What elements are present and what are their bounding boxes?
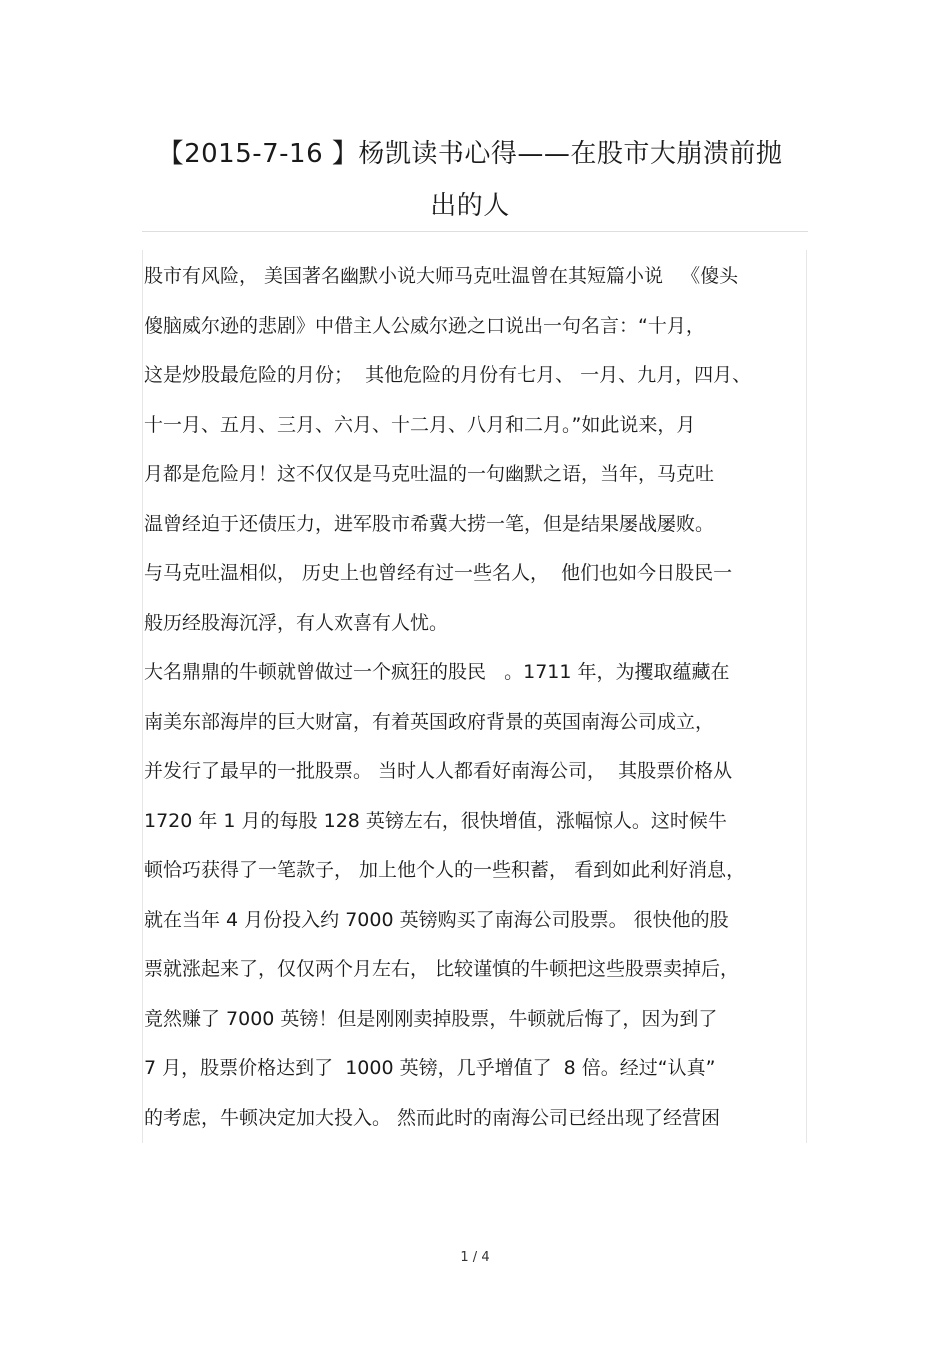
body-line-16: 竟然赚了 7000 英镑！但是刚刚卖掉股票，牛顿就后悔了，因为到了 — [144, 1007, 718, 1030]
body-line-3: 这是炒股最危险的月份； 其他危险的月份有七月、 一月、九月，四月、 — [144, 364, 752, 386]
body-line-11: 并发行了最早的一批股票。 当时人人都看好南海公司， 其股票价格从 — [144, 760, 733, 782]
body-line-14: 就在当年 4 月份投入约 7000 英镑购买了南海公司股票。 很快他的股 — [144, 908, 729, 931]
body-line-10: 南美东部海岸的巨大财富，有着英国政府背景的英国南海公司成立， — [144, 710, 715, 733]
body-line-12: 1720 年 1 月的每股 128 英镑左右，很快增值，涨幅惊人。这时候牛 — [144, 809, 727, 832]
document-title — [130, 128, 810, 232]
body-line-8: 般历经股海沉浮，有人欢喜有人忧。 — [144, 611, 449, 634]
page-indicator: 1 / 4 — [460, 1250, 490, 1265]
body-line-17: 7 月，股票价格达到了 1000 英镑，几乎增值了 8 倍。经过“认真” — [144, 1057, 716, 1079]
title-line-2: 出的人 — [430, 191, 510, 221]
document-body — [144, 252, 808, 1143]
body-line-5: 月都是危险月！这不仅仅是马克吐温的一句幽默之语，当年，马克吐 — [144, 463, 715, 485]
body-line-1: 股市有风险， 美国著名幽默小说大师马克吐温曾在其短篇小说 《傻头 — [144, 265, 739, 287]
body-line-6: 温曾经迫于还债压力，进军股市希冀大捞一笔，但是结果屡战屡败。 — [144, 512, 715, 535]
title-line-1: 【2015-7-16 】杨凯读书心得——在股市大崩溃前抛 — [157, 139, 783, 169]
title-divider — [142, 231, 808, 232]
body-line-7: 与马克吐温相似， 历史上也曾经有过一些名人， 他们也如今日股民一 — [144, 562, 733, 584]
body-line-13: 顿恰巧获得了一笔款子， 加上他个人的一些积蓄， 看到如此利好消息， — [144, 859, 746, 881]
body-line-2: 傻脑威尔逊的悲剧》中借主人公威尔逊之口说出一句名言：“十月， — [144, 314, 705, 337]
text-frame-left-border — [142, 250, 143, 1143]
body-line-18: 的考虑，牛顿决定加大投入。 然而此时的南海公司已经出现了经营困 — [144, 1106, 721, 1129]
body-line-15: 票就涨起来了，仅仅两个月左右， 比较谨慎的牛顿把这些股票卖掉后， — [144, 958, 740, 980]
body-line-4: 十一月、五月、三月、六月、十二月、八月和二月。”如此说来，月 — [144, 413, 696, 436]
body-line-9: 大名鼎鼎的牛顿就曾做过一个疯狂的股民 。1711 年，为攫取蕴藏在 — [144, 661, 730, 683]
